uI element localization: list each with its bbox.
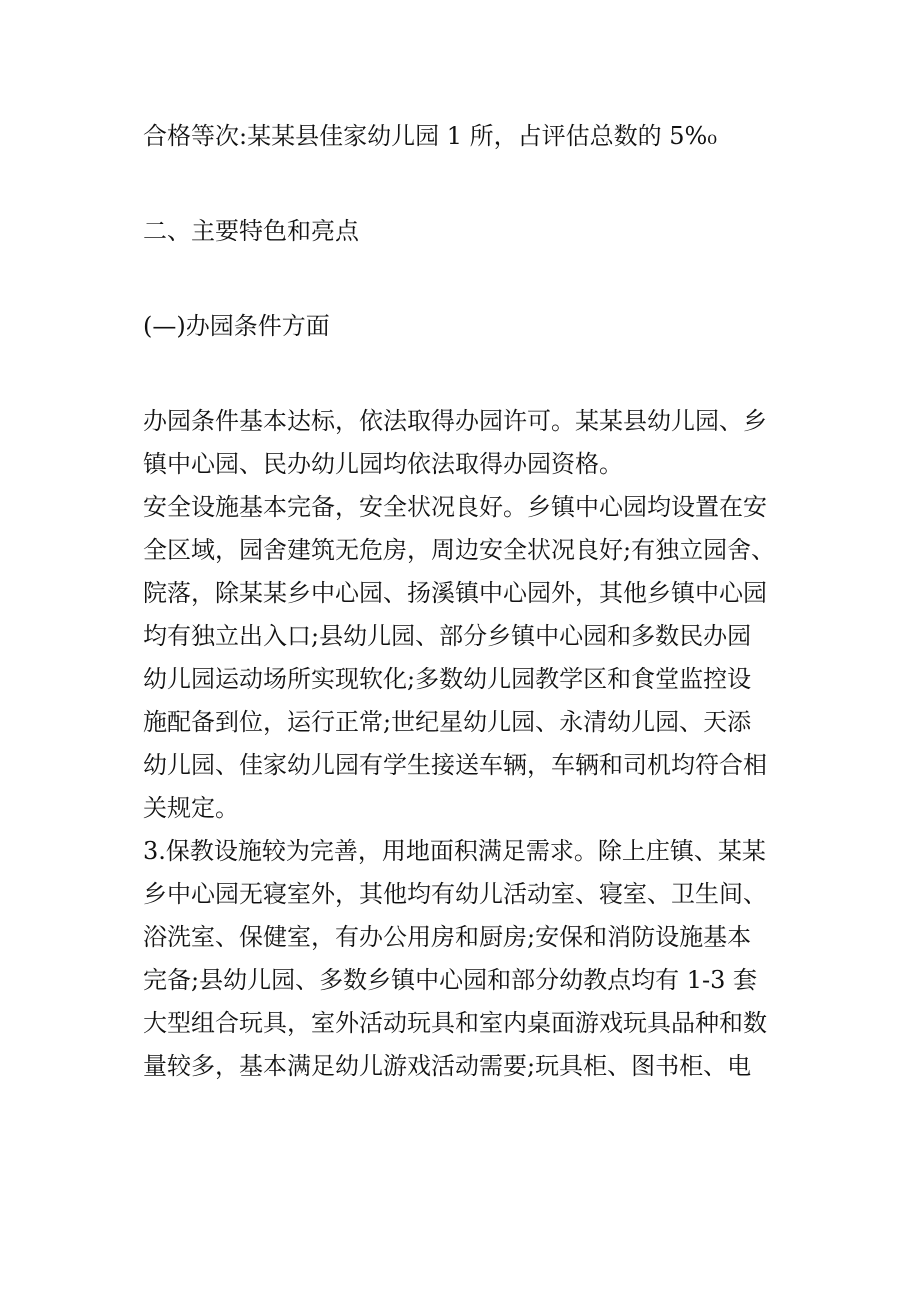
paragraph-line: 均有独立出入口;县幼儿园、部分乡镇中心园和多数民办园 [143, 622, 752, 650]
paragraph-line: 关规定。 [143, 794, 239, 822]
paragraph-line: 完备;县幼儿园、多数乡镇中心园和部分幼教点均有 1-3 套 [143, 966, 757, 994]
document-body [143, 115, 793, 1088]
paragraph-line: 乡中心园无寝室外，其他均有幼儿活动室、寝室、卫生间、 [143, 880, 767, 908]
paragraph-line: 镇中心园、民办幼儿园均依法取得办园资格。 [143, 450, 623, 478]
paragraph-conditions [143, 400, 793, 486]
paragraph-line: 施配备到位，运行正常;世纪星幼儿园、永清幼儿园、天添 [143, 708, 752, 736]
subsection-heading: (—)办园条件方面 [143, 312, 330, 340]
paragraph-line: 量较多，基本满足幼儿游戏活动需要;玩具柜、图书柜、电 [143, 1052, 752, 1080]
paragraph-safety [143, 486, 793, 830]
paragraph-line: 幼儿园运动场所实现软化;多数幼儿园教学区和食堂监控设 [143, 665, 752, 693]
paragraph-line: 3.保教设施较为完善，用地面积满足需求。除上庄镇、某某 [143, 837, 766, 865]
paragraph-line: 办园条件基本达标，依法取得办园许可。某某县幼儿园、乡 [143, 407, 767, 435]
qualified-grade-line: 合格等次:某某县佳家幼儿园 1 所，占评估总数的 5%₀ [143, 122, 717, 150]
section-heading: 二、主要特色和亮点 [143, 217, 359, 245]
paragraph-line: 大型组合玩具，室外活动玩具和室内桌面游戏玩具品种和数 [143, 1009, 767, 1037]
paragraph-line: 幼儿园、佳家幼儿园有学生接送车辆，车辆和司机均符合相 [143, 751, 767, 779]
paragraph-facilities [143, 830, 793, 1088]
paragraph-line: 安全设施基本完备，安全状况良好。乡镇中心园均设置在安 [143, 493, 767, 521]
paragraph-line: 院落，除某某乡中心园、扬溪镇中心园外，其他乡镇中心园 [143, 579, 767, 607]
paragraph-line: 全区域，园舍建筑无危房，周边安全状况良好;有独立园舍、 [143, 536, 776, 564]
paragraph-line: 浴洗室、保健室，有办公用房和厨房;安保和消防设施基本 [143, 923, 752, 951]
